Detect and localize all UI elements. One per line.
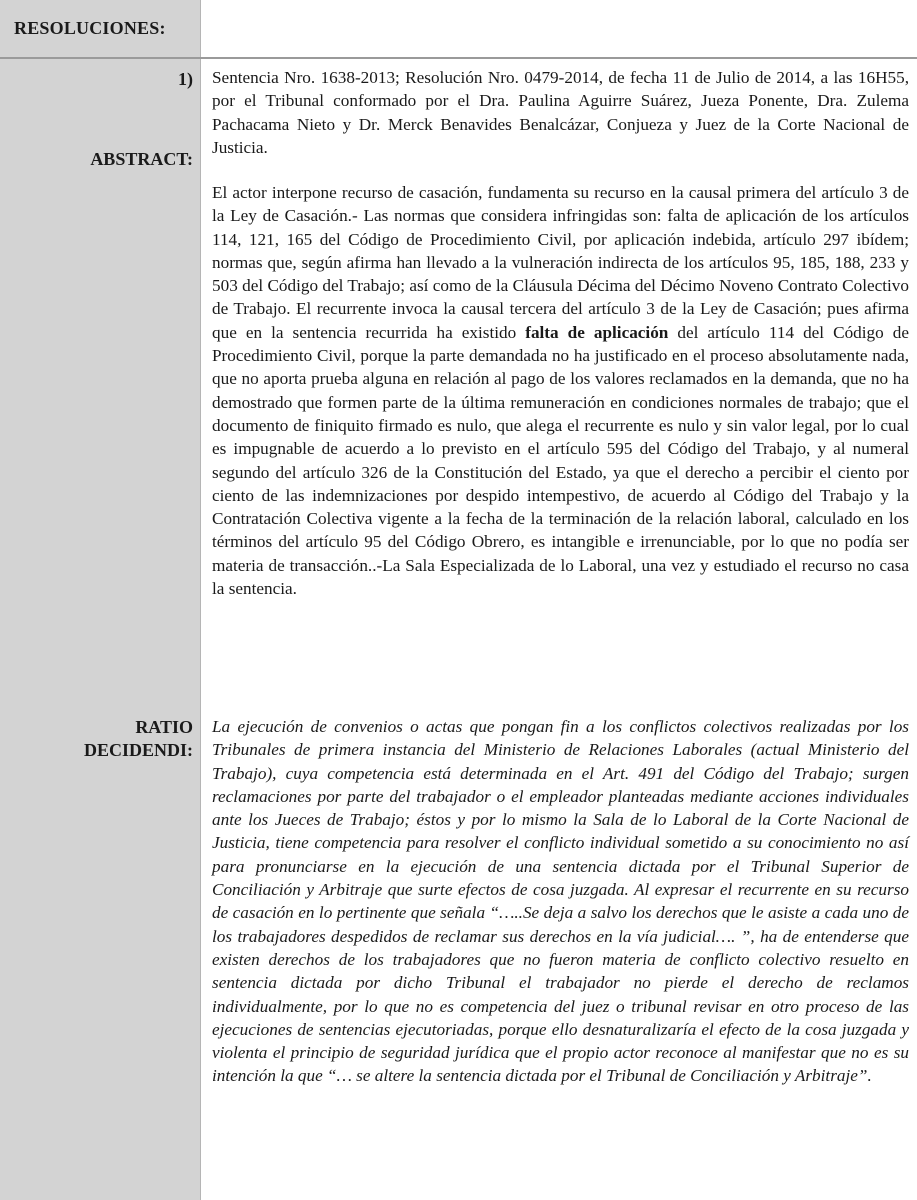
abstract-body xyxy=(212,181,909,600)
ratio-decidendi-body xyxy=(212,715,909,1088)
column-divider xyxy=(200,0,201,1200)
resolution-heading-paragraph xyxy=(212,66,909,159)
item-number: 1) xyxy=(178,69,193,89)
section-header: RESOLUCIONES: xyxy=(14,18,166,38)
abstract-text-part1: El actor interpone recurso de casación, fundamenta su recurso en la causal primera del artículo 3 de la Ley de Casación.- Las normas que considera infringidas son: falta de aplicación de los artículos 114, 121, 165 del Código de Procedimiento Civil, por aplicación indebida, artículo 297 ibídem; normas que, según afirma han llevado a la vulneración indirecta de los artículos 95, 185, 188, 233 y 503 del Código del Trabajo; así como de la Cláusula Décima del Décimo Noveno Contrato Colectivo de Trabajo. El recurrente invoca la causal tercera del artículo 3 de la Ley de Casación; pues afirma que en la sentencia recurrida ha existido xyxy=(212,183,909,342)
abstract-label: ABSTRACT: xyxy=(90,149,193,169)
left-label-column xyxy=(0,0,200,1200)
abstract-bold-phrase: falta de aplicación xyxy=(525,322,669,342)
header-divider xyxy=(0,57,917,59)
abstract-text-part2: del artículo 114 del Código de Procedimiento Civil, porque la parte demandada no ha justificado en el proceso absolutamente nada, que no aporta prueba alguna en relación al pago de los valores reclamados en la demanda, que no ha demostrado que formen parte de la última remuneración en condiciones normales de trabajo; que el documento de finiquito firmado es nulo, que alega el recurrente es nulo y sin valor legal, por lo cual es impugnable de acuerdo a lo previsto en el artículo 595 del Código del Trabajo, y al numeral segundo del artículo 326 de la Constitución del Estado, ya que el derecho a percibir el ciento por ciento de las indemnizaciones por despido intempestivo, de acuerdo al Código del Trabajo y la Contratación Colectiva vigente a la fecha de la terminación de la relación laboral, calculado en los términos del artículo 95 del Código Obrero, es intangible e irrenunciable, por lo que no podía ser materia de transacción..-La Sala Especializada de lo Laboral, una vez y estudiado el recurso no casa la sentencia. xyxy=(212,322,909,599)
ratio-decidendi-label: RATIO DECIDENDI: xyxy=(83,717,193,760)
ratio-decidendi-text: La ejecución de convenios o actas que pongan fin a los conflictos colectivos realizadas por los Tribunales de primera instancia del Ministerio de Relaciones Laborales (actual Ministerio del Trabajo), cuya competencia está determinada en el Art. 491 del Código del Trabajo; surgen reclamaciones por parte del trabajador o el empleador planteadas mediante acciones individuales ante los Jueces de Trabajo; éstos y por lo mismo la Sala de lo Laboral de la Corte Nacional de Justicia, tiene competencia para resolver el conflicto individual sometido a su conocimiento no así para pronunciarse en la ejecución de una sentencia dictada por el Tribunal Superior de Conciliación y Arbitraje que surte efectos de cosa juzgada. Al expresar el recurrente en su recurso de casación en lo pertinente que señala “…..Se deja a salvo los derechos que le asiste a cada uno de los trabajadores despedidos de reclamar sus derechos en la vía judicial…. ”, ha de entenderse que existen derechos de los trabajadores que no fueron materia de conflicto colectivo resuelto en sentencia dictada por dicho Tribunal el trabajador no pierde el derecho de reclamos individualmente, por lo que no es competencia del juez o tribunal revisar en otro proceso de las ejecuciones de sentencias ejecutoriadas, porque ello desnaturalizaría el efecto de la cosa juzgada y violenta el principio de seguridad jurídica que el propio actor reconoce al manifestar que no es su intención la que “… se altere la sentencia dictada por el Tribunal de Conciliación y Arbitraje”. xyxy=(212,717,909,1086)
heading-text: Sentencia Nro. 1638-2013; Resolución Nro. 0479-2014, de fecha 11 de Julio de 2014, a las 16H55, por el Tribunal conformado por el Dra. Paulina Aguirre Suárez, Jueza Ponente, Dra. Zulema Pachacama Nieto y Dr. Merck Benavides Benalcázar, Conjueza y Juez de la Corte Nacional de Justicia. xyxy=(212,68,909,157)
abstract-paragraph xyxy=(212,181,909,600)
